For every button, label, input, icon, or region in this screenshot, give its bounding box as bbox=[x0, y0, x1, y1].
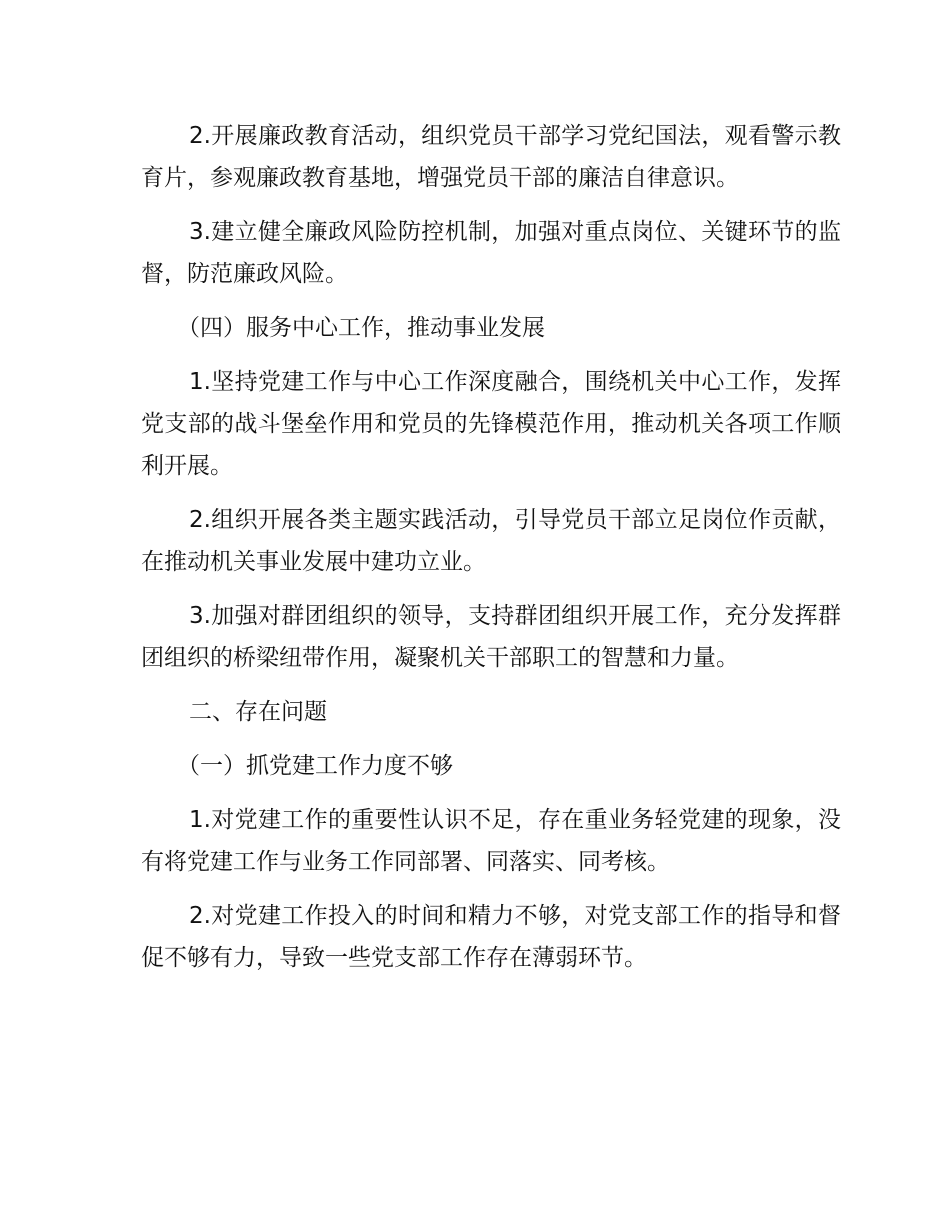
section-heading: 二、存在问题 bbox=[189, 699, 327, 725]
paragraph: 3.加强对群团组织的领导，支持群团组织开展工作，充分发挥群团组织的桥梁纽带作用，凝聚机关干部职工的智慧和力量。 bbox=[141, 603, 841, 671]
paragraph: 2.开展廉政教育活动，组织党员干部学习党纪国法，观看警示教育片，参观廉政教育基地，增强党员干部的廉洁自律意识。 bbox=[141, 123, 841, 191]
paragraph: 1.坚持党建工作与中心工作深度融合，围绕机关中心工作，发挥党支部的战斗堡垒作用和党员的先锋模范作用，推动机关各项工作顺利开展。 bbox=[141, 369, 841, 479]
document-body bbox=[141, 115, 841, 991]
paragraph: 1.对党建工作的重要性认识不足，存在重业务轻党建的现象，没有将党建工作与业务工作同部署、同落实、同考核。 bbox=[141, 807, 841, 875]
paragraph: 2.对党建工作投入的时间和精力不够，对党支部工作的指导和督促不够有力，导致一些党支部工作存在薄弱环节。 bbox=[141, 903, 841, 971]
paragraph: 2.组织开展各类主题实践活动，引导党员干部立足岗位作贡献，在推动机关事业发展中建功立业。 bbox=[141, 507, 841, 575]
paragraph: 3.建立健全廉政风险防控机制，加强对重点岗位、关键环节的监督，防范廉政风险。 bbox=[141, 219, 841, 287]
section-subheading: （一）抓党建工作力度不够 bbox=[177, 753, 453, 779]
section-subheading: （四）服务中心工作，推动事业发展 bbox=[177, 315, 545, 341]
